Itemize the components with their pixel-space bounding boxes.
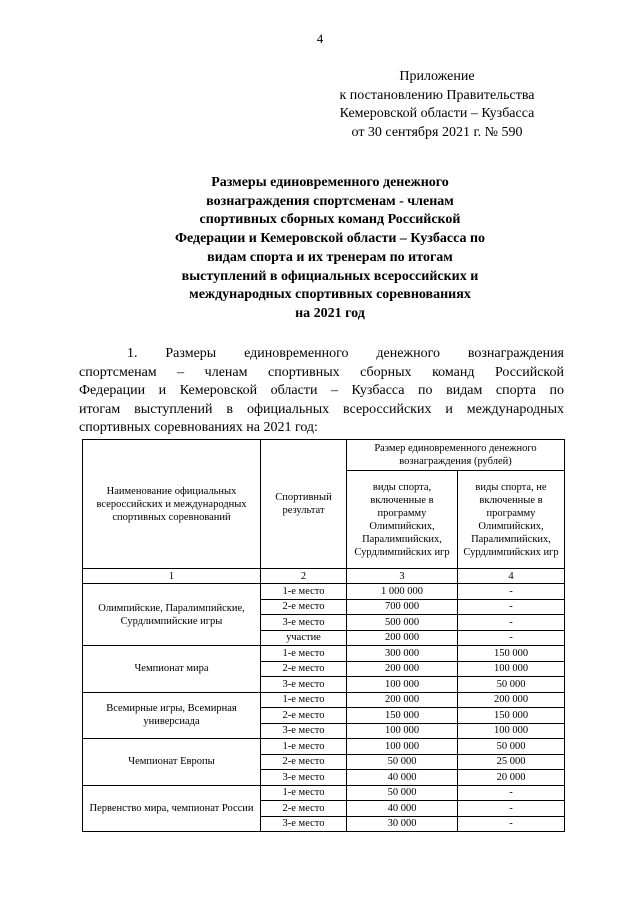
column-number: 4: [458, 569, 565, 584]
non-olympic-amount: -: [458, 801, 565, 817]
title-line: на 2021 год: [295, 305, 365, 321]
header-award-group: Размер единовременного денежного вознаграждения (рублей): [347, 440, 565, 471]
olympic-amount: 100 000: [347, 723, 458, 739]
competition-name: Чемпионат мира: [83, 646, 261, 693]
non-olympic-amount: 25 000: [458, 754, 565, 770]
non-olympic-amount: -: [458, 785, 565, 801]
header-non-olympic-sports: виды спорта, не включенные в программу Олимпийских, Паралимпийских, Сурдлимпийских игр: [458, 471, 565, 569]
title-line: выступлений в официальных всероссийских и: [181, 268, 479, 284]
title-line: международных спортивных соревнованиях: [189, 287, 471, 303]
result-cell: 2-е место: [261, 754, 347, 770]
olympic-amount: 300 000: [347, 646, 458, 662]
result-cell: 3-е место: [261, 816, 347, 832]
result-cell: 3-е место: [261, 723, 347, 739]
page-number: 4: [316, 31, 324, 46]
column-number: 1: [83, 569, 261, 584]
table-row: [83, 646, 565, 662]
olympic-amount: 40 000: [347, 770, 458, 786]
awards-table: [82, 439, 565, 832]
table-row: [83, 584, 565, 600]
olympic-amount: 40 000: [347, 801, 458, 817]
non-olympic-amount: 100 000: [458, 661, 565, 677]
non-olympic-amount: 100 000: [458, 723, 565, 739]
non-olympic-amount: -: [458, 615, 565, 631]
olympic-amount: 50 000: [347, 785, 458, 801]
appendix-line: Приложение: [399, 69, 475, 84]
competition-name: Всемирные игры, Всемирная универсиада: [83, 692, 261, 739]
olympic-amount: 200 000: [347, 692, 458, 708]
paragraph-line: 1. Размеры единовременного денежного вознаграждения: [127, 346, 564, 361]
non-olympic-amount: -: [458, 816, 565, 832]
table-row: [83, 692, 565, 708]
paragraph-line: спортивных соревнованиях на 2021 год:: [79, 420, 318, 436]
non-olympic-amount: -: [458, 630, 565, 646]
title-line: Размеры единовременного денежного: [211, 175, 449, 190]
result-cell: 3-е место: [261, 677, 347, 693]
non-olympic-amount: 200 000: [458, 692, 565, 708]
competition-name: Чемпионат Европы: [83, 739, 261, 786]
olympic-amount: 100 000: [347, 739, 458, 755]
title-line: вознаграждения спортсменам - членам: [206, 193, 454, 209]
olympic-amount: 700 000: [347, 599, 458, 615]
result-cell: 1-е место: [261, 584, 347, 600]
column-number: 2: [261, 569, 347, 584]
paragraph-line: итогам выступлений в официальных всероссийских и международных: [79, 401, 564, 417]
result-cell: 2-е место: [261, 661, 347, 677]
column-number: 3: [347, 569, 458, 584]
olympic-amount: 500 000: [347, 615, 458, 631]
result-cell: 1-е место: [261, 692, 347, 708]
appendix-line: Кемеровской области – Кузбасса: [339, 106, 535, 121]
title-line: видам спорта и их тренерам по итогам: [207, 249, 453, 265]
non-olympic-amount: -: [458, 599, 565, 615]
olympic-amount: 30 000: [347, 816, 458, 832]
olympic-amount: 1 000 000: [347, 584, 458, 600]
olympic-amount: 200 000: [347, 661, 458, 677]
title-line: спортивных сборных команд Российской: [199, 212, 461, 228]
non-olympic-amount: 150 000: [458, 646, 565, 662]
result-cell: 2-е место: [261, 599, 347, 615]
competition-name: Олимпийские, Паралимпийские, Сурдлимпийские игры: [83, 584, 261, 646]
non-olympic-amount: 150 000: [458, 708, 565, 724]
competition-name: Первенство мира, чемпионат России: [83, 785, 261, 832]
intro-paragraph: [79, 345, 564, 438]
non-olympic-amount: 50 000: [458, 677, 565, 693]
olympic-amount: 150 000: [347, 708, 458, 724]
result-cell: 1-е место: [261, 646, 347, 662]
appendix-block: [326, 68, 548, 142]
olympic-amount: 100 000: [347, 677, 458, 693]
paragraph-line: спортсменам – членам спортивных сборных команд Российской: [79, 364, 564, 380]
table-row: [83, 739, 565, 755]
result-cell: 3-е место: [261, 770, 347, 786]
result-cell: 1-е место: [261, 739, 347, 755]
result-cell: 2-е место: [261, 801, 347, 817]
result-cell: 1-е место: [261, 785, 347, 801]
appendix-line: к постановлению Правительства: [339, 87, 535, 103]
olympic-amount: 200 000: [347, 630, 458, 646]
paragraph-line: Федерации и Кемеровской области – Кузбасса по видам спорта по: [79, 383, 564, 399]
result-cell: 2-е место: [261, 708, 347, 724]
document-title: [140, 174, 520, 324]
non-olympic-amount: 20 000: [458, 770, 565, 786]
non-olympic-amount: -: [458, 584, 565, 600]
title-line: Федерации и Кемеровской области – Кузбасса по: [174, 231, 486, 247]
result-cell: 3-е место: [261, 615, 347, 631]
header-competition: Наименование официальных всероссийских и международных спортивных соревнований: [83, 440, 261, 569]
header-olympic-sports: виды спорта, включенные в программу Олимпийских, Паралимпийских, Сурдлимпийских игр: [347, 471, 458, 569]
non-olympic-amount: 50 000: [458, 739, 565, 755]
header-result: Спортивный результат: [261, 440, 347, 569]
table-row: [83, 785, 565, 801]
result-cell: участие: [261, 630, 347, 646]
olympic-amount: 50 000: [347, 754, 458, 770]
appendix-line: от 30 сентября 2021 г. № 590: [351, 124, 523, 140]
